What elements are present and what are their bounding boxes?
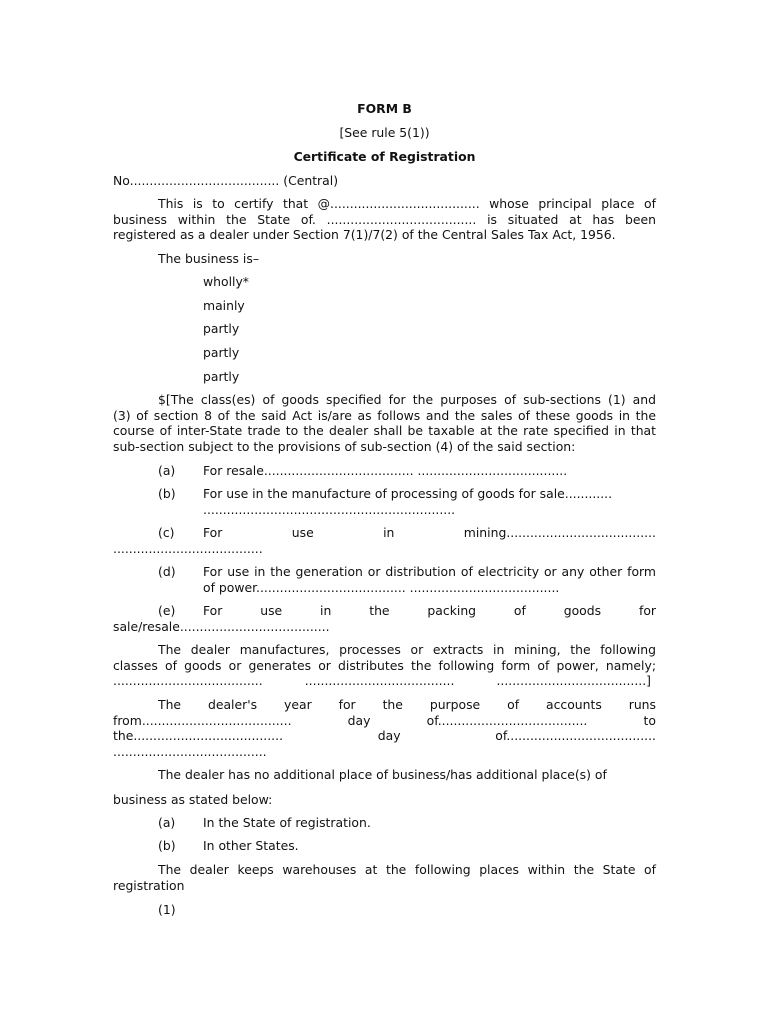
purpose-item-d (113, 564, 656, 595)
year-paragraph (113, 697, 656, 759)
registration-number-line: No...................................... (Central) (113, 173, 339, 188)
certificate-title: Certificate of Registration (293, 149, 476, 164)
certify-line-3: registered as a dealer under Section 7(1)/7(2) of the Central Sales Tax Act, 1956. (113, 227, 616, 243)
place-a-text: In the State of registration. (203, 815, 371, 830)
place-item-a (113, 815, 656, 831)
purpose-item-c (113, 525, 656, 556)
rule-reference: [See rule 5(1)) (339, 125, 430, 140)
purpose-b-marker: (b) (158, 486, 176, 501)
warehouse-paragraph (113, 862, 656, 893)
year-line-1: The dealer's year for the purpose of accounts runs (158, 697, 656, 712)
purpose-e-line-2: sale/resale...................................... (113, 618, 330, 634)
classes-line-2: (3) of section 8 of the said Act is/are as follows and the sales of these goods in the (113, 407, 656, 423)
manufacture-line-3: ...................................... ...................................... ......................................] (113, 673, 651, 689)
place-b-marker: (b) (158, 838, 176, 853)
classes-line-1: $[The class(es) of goods specified for the purposes of sub-sections (1) and (158, 392, 656, 407)
year-line-4: ....................................... (113, 743, 267, 759)
place-item-b (113, 838, 656, 854)
form-title: FORM B (357, 101, 412, 116)
warehouse-line-1: The dealer keeps warehouses at the following places within the State of (158, 862, 656, 877)
year-line-3: the...................................... day of...................................... (113, 728, 656, 744)
purpose-b-line-1: For use in the manufacture of processing of goods for sale............ (203, 486, 613, 501)
certify-line-1: This is to certify that @...................................... whose principal place of (158, 196, 656, 211)
purpose-item-e (113, 603, 656, 634)
purpose-a-text: For resale...................................... ...................................... (203, 463, 568, 478)
purpose-a-marker: (a) (158, 463, 176, 478)
business-option-mainly: mainly (203, 298, 245, 313)
business-intro: The business is– (158, 251, 260, 266)
year-line-2: from...................................... day of...................................... to (113, 712, 656, 728)
purpose-c-line-1: For use in mining...................................... (203, 525, 656, 540)
purpose-d-line-2: of power...................................... ...................................... (203, 579, 560, 595)
certify-line-2: business within the State of. ...................................... is situated at has been (113, 211, 656, 227)
purpose-d-line-1: For use in the generation or distribution of electricity or any other form (203, 564, 656, 579)
classes-paragraph (113, 392, 656, 454)
classes-line-3: course of inter-State trade to the dealer shall be taxable at the rate specified in that (113, 423, 656, 439)
purpose-d-marker: (d) (158, 564, 176, 579)
additional-place-line-1: The dealer has no additional place of business/has additional place(s) of (158, 767, 607, 782)
purpose-b-line-2: ................................................................ (203, 501, 456, 517)
purpose-e-line-1: For use in the packing of goods for (203, 603, 656, 618)
business-option-partly-1: partly (203, 321, 240, 336)
manufacture-paragraph (113, 642, 656, 689)
purpose-c-line-2: ...................................... (113, 540, 263, 556)
business-option-wholly: wholly* (203, 274, 249, 289)
classes-line-4: sub-section subject to the provisions of sub-section (4) of the said section: (113, 438, 576, 454)
place-a-marker: (a) (158, 815, 176, 830)
certify-paragraph (113, 196, 656, 243)
purpose-e-marker: (e) (158, 603, 176, 618)
manufacture-line-1: The dealer manufactures, processes or extracts in mining, the following (158, 642, 656, 657)
additional-place-line-2: business as stated below: (113, 792, 273, 807)
purpose-item-a (113, 463, 656, 479)
business-option-partly-3: partly (203, 369, 240, 384)
warehouse-item-1: (1) (158, 902, 176, 917)
business-option-partly-2: partly (203, 345, 240, 360)
purpose-c-marker: (c) (158, 525, 175, 540)
purpose-item-b (113, 486, 656, 517)
manufacture-line-2: classes of goods or generates or distributes the following form of power, namely; (113, 657, 656, 673)
place-b-text: In other States. (203, 838, 299, 853)
warehouse-line-2: registration (113, 877, 185, 893)
